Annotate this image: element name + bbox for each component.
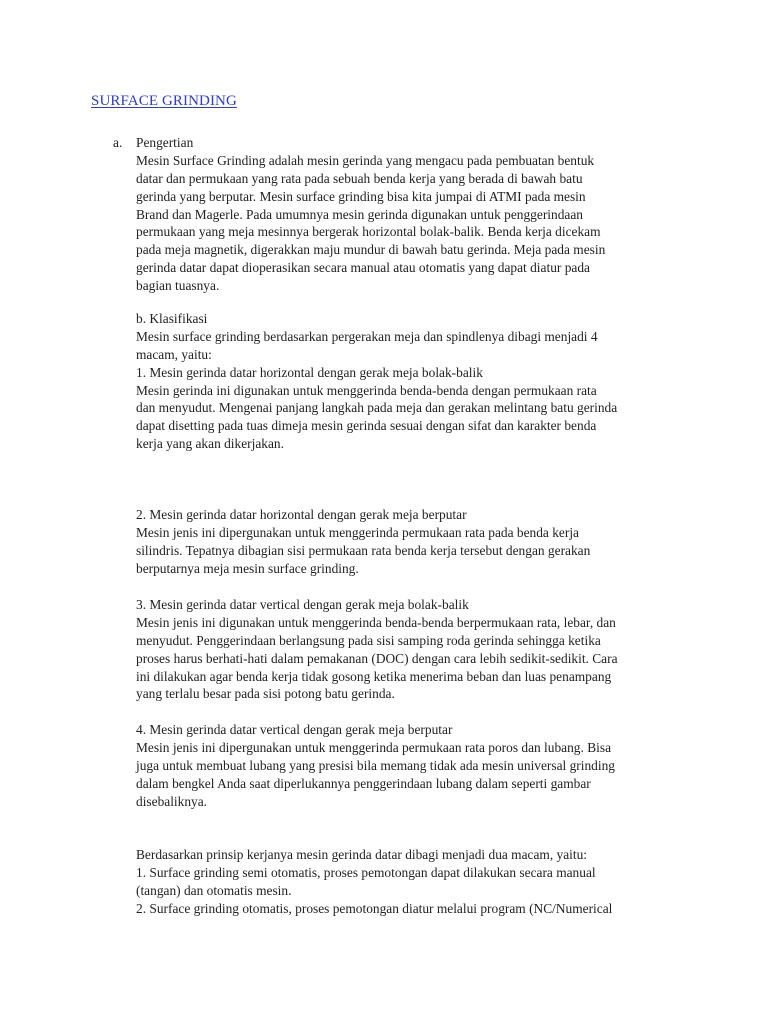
principle-section	[136, 846, 696, 918]
paragraph-line: disebaliknya.	[136, 793, 208, 809]
paragraph-line: Mesin Surface Grinding adalah mesin gerinda yang mengacu pada pembuatan bentuk	[136, 152, 595, 168]
list-item-line: (tangan) dan otomatis mesin.	[136, 882, 292, 898]
paragraph-line: Berdasarkan prinsip kerjanya mesin gerinda datar dibagi menjadi dua macam, yaitu:	[136, 847, 588, 862]
list-item-heading: 2. Mesin gerinda datar horizontal dengan gerak meja berputar	[136, 507, 467, 522]
paragraph-line: yang terlalu besar pada sisi potong batu gerinda.	[136, 686, 395, 702]
paragraph-line: Mesin surface grinding berdasarkan pergerakan meja dan spindlenya dibagi menjadi 4	[136, 328, 598, 344]
paragraph-line: gerinda datar dapat dioperasikan secara manual atau otomatis yang dapat diatur pada	[136, 260, 590, 276]
list-item-4	[136, 721, 696, 810]
paragraph-line: dan menyudut. Mengenai panjang langkah pada meja dan gerakan melintang batu gerinda	[136, 400, 618, 416]
list-item-line: 1. Surface grinding semi otomatis, proses pemotongan dapat dilakukan secara manual	[136, 864, 596, 880]
paragraph-line: menyudut. Penggerindaan berlangsung pada sisi samping roda gerinda sehingga ketika	[136, 632, 601, 648]
paragraph-line: dapat disetting pada tuas dimeja mesin gerinda sesuai dengan sifat dan karakter benda	[136, 418, 597, 434]
paragraph-line: dalam bengkel Anda saat diperlukannya penggerindaan lubang dalam seperti gambar	[136, 775, 591, 791]
document-title[interactable]: SURFACE GRINDING	[91, 93, 237, 109]
paragraph-line: Mesin gerinda ini digunakan untuk menggerinda benda-benda dengan permukaan rata	[136, 382, 597, 398]
section-klasifikasi	[136, 310, 696, 453]
paragraph-line: gerinda yang berputar. Mesin surface grinding bisa kita jumpai di ATMI pada mesin	[136, 188, 586, 204]
paragraph-line: Mesin jenis ini dipergunakan untuk menggerinda permukaan rata poros dan lubang. Bisa	[136, 739, 612, 755]
section-heading: Pengertian	[136, 135, 194, 150]
paragraph-line: ini dilakukan agar benda kerja tidak gosong ketika menerima beban dan luas penampang	[136, 668, 612, 684]
paragraph-line: datar dan permukaan yang rata pada sebuah benda kerja yang berada di bawah batu	[136, 170, 583, 186]
paragraph-line: macam, yaitu:	[136, 346, 212, 362]
section-a-marker: a.	[113, 135, 123, 150]
paragraph-line: Mesin jenis ini digunakan untuk menggerinda benda-benda berpermukaan rata, lebar, dan	[136, 614, 616, 630]
section-pengertian	[136, 134, 696, 295]
paragraph-line: permukaan yang meja mesinnya bergerak horizontal bolak-balik. Benda kerja dicekam	[136, 224, 601, 240]
list-item-heading: 1. Mesin gerinda datar horizontal dengan gerak meja bolak-balik	[136, 364, 483, 380]
list-item-2	[136, 506, 696, 578]
paragraph-line: bagian tuasnya.	[136, 278, 220, 294]
list-item-3	[136, 596, 696, 703]
paragraph-line: berputarnya meja mesin surface grinding.	[136, 560, 359, 576]
paragraph-line: pada meja magnetik, digerakkan maju mundur di bawah batu gerinda. Meja pada mesin	[136, 242, 606, 258]
paragraph-line: silindris. Tepatnya dibagian sisi permukaan rata benda kerja tersebut dengan gerakan	[136, 542, 591, 558]
paragraph-line: juga untuk membuat lubang yang presisi bila memang tidak ada mesin universal grinding	[136, 757, 615, 773]
list-item-heading: 3. Mesin gerinda datar vertical dengan gerak meja bolak-balik	[136, 597, 469, 612]
paragraph-line: Brand dan Magerle. Pada umumnya mesin gerinda digunakan untuk penggerindaan	[136, 206, 583, 222]
section-heading: b. Klasifikasi	[136, 311, 208, 326]
paragraph-line: Mesin jenis ini dipergunakan untuk menggerinda permukaan rata pada benda kerja	[136, 524, 579, 540]
list-item-line: 2. Surface grinding otomatis, proses pemotongan diatur melalui program (NC/Numerical	[136, 900, 613, 916]
list-item-heading: 4. Mesin gerinda datar vertical dengan gerak meja berputar	[136, 722, 453, 737]
paragraph-line: proses harus berhati-hati dalam pemakanan (DOC) dengan cara lebih sedikit-sedikit. Cara	[136, 650, 618, 666]
paragraph-line: kerja yang akan dikerjakan.	[136, 436, 284, 452]
